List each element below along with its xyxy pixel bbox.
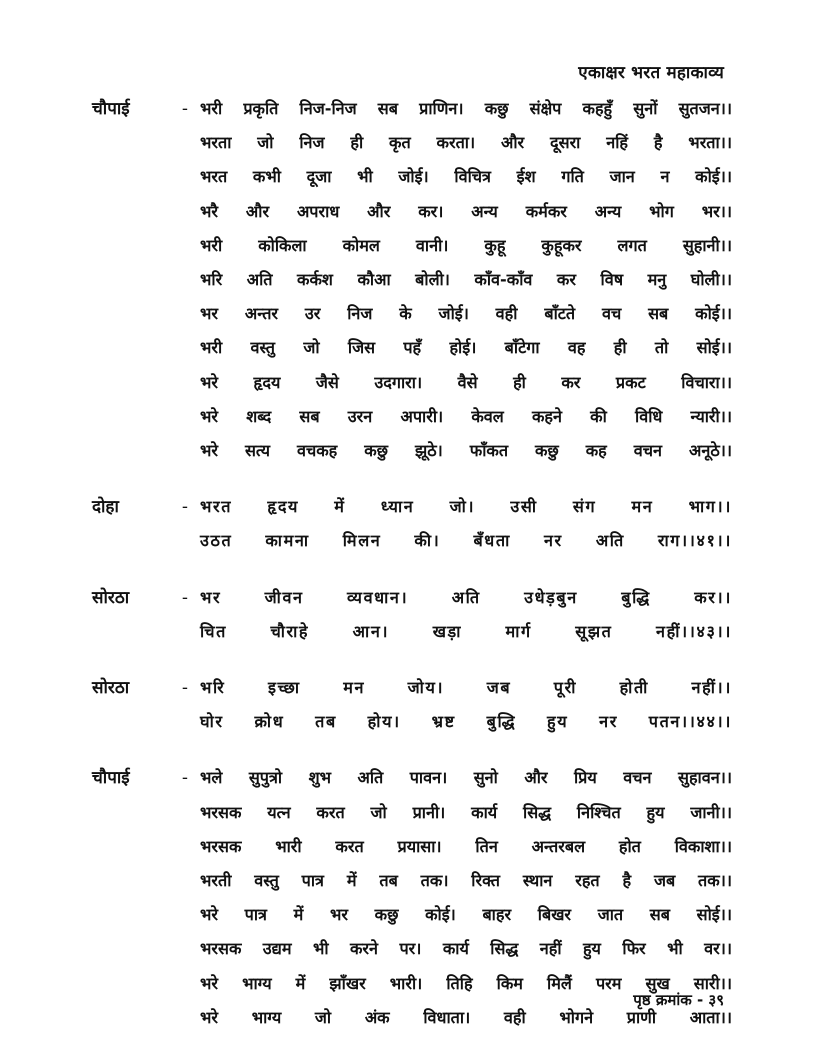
verse-line: भरती वस्तु पात्र में तब तक। रिक्त स्थान रहत है जब तक।। xyxy=(200,871,732,891)
stanza-dash: - xyxy=(181,768,189,789)
verse-line: भरि इच्छा मन जोय। जब पूरी होती नहीं।। xyxy=(200,678,732,698)
verse-line: भरे पात्र में भर कछु कोई। बाहर बिखर जात सब सोई।। xyxy=(200,905,732,925)
verse-line: भरे भाग्य में झाँखर भारी। तिहि किम मिलैं परम सुख सारी।। xyxy=(200,973,732,993)
verse-line: भरे सत्य वचकह कछु झूठे। फाँकत कछु कह वचन अनूठे।। xyxy=(200,441,732,461)
stanza-sortha-1 xyxy=(92,581,732,649)
verse-line: उठत कामना मिलन की। बँधता नर अति राग।।४१।। xyxy=(200,531,732,551)
verse-line: भरी प्रकृति निज-निज सब प्राणिन। कछु संक्षेप कहहुँ सुनों सुतजन।। xyxy=(200,99,732,118)
stanza-sortha-2 xyxy=(92,671,732,739)
verse-line: भरे भाग्य जो अंक विधाता। वही भोगने प्राणी आता।। xyxy=(200,1007,732,1027)
stanza-lines xyxy=(200,92,732,468)
verse-line: भर अन्तर उर निज के जोई। वही बाँटते वच सब कोई।। xyxy=(200,304,732,324)
verse-line: भरे हृदय जैसे उदगारा। वैसे ही कर प्रकट विचारा।। xyxy=(200,372,732,392)
stanza-label: दोहा xyxy=(92,497,119,518)
verse-line: भरत कभी दूजा भी जोई। विचित्र ईश गति जान न कोई।। xyxy=(200,167,732,187)
verse-line: भर जीवन व्यवधान। अति उधेड़बुन बुद्धि कर।। xyxy=(200,587,732,607)
verse-line: भरी कोकिला कोमल वानी। कुहू कुहूकर लगत सुहानी।। xyxy=(200,235,732,255)
book-title-header: एकाक्षर भरत महाकाव्य xyxy=(578,63,724,83)
verse-line: चित चौराहे आन। खड़ा मार्ग सूझत नहीं।।४३।। xyxy=(200,621,732,641)
verse-line: भरे शब्द सब उरन अपारी। केवल कहने की विधि न्यारी।। xyxy=(200,406,732,426)
stanza-chaupai-1 xyxy=(92,92,732,468)
stanza-label: सोरठा xyxy=(92,587,130,608)
verse-line: भरसक उद्यम भी करने पर। कार्य सिद्ध नहीं हुय फिर भी वर।। xyxy=(200,939,732,959)
verse-line: घोर क्रोध तब होय। भ्रष्ट बुद्धि हुय नर पतन।।४४।। xyxy=(200,712,732,732)
stanza-lines xyxy=(200,581,732,649)
verse-line: भरत हृदय में ध्यान जो। उसी संग मन भाग।। xyxy=(200,497,732,517)
verse-line: भरता जो निज ही कृत करता। और दूसरा नहिं है भरता।। xyxy=(200,133,732,153)
page-number: पृष्ठ क्रमांक - ३९ xyxy=(633,991,724,1009)
verse-line: भरसक भारी करत प्रयासा। तिन अन्तरबल होत विकाशा।। xyxy=(200,836,732,856)
stanza-dash: - xyxy=(181,497,189,518)
verse-content xyxy=(92,92,732,1057)
stanza-lines xyxy=(200,490,732,558)
verse-line: भरी वस्तु जो जिस पहँ होई। बाँटेगा वह ही तो सोई।। xyxy=(200,338,732,358)
verse-line: भरि अति कर्कश कौआ बोली। काँव-काँव कर विष मनु घोली।। xyxy=(200,270,732,290)
verse-line: भले सुपुत्रो शुभ अति पावन। सुनो और प्रिय वचन सुहावन।। xyxy=(200,768,732,788)
stanza-doha xyxy=(92,490,732,558)
stanza-label: सोरठा xyxy=(92,678,130,699)
stanza-dash: - xyxy=(181,587,189,608)
stanza-lines xyxy=(200,671,732,739)
stanza-dash: - xyxy=(181,99,189,119)
verse-line: भरसक यत्न करत जो प्रानी। कार्य सिद्ध निश्चित हुय जानी।। xyxy=(200,802,732,822)
stanza-dash: - xyxy=(181,678,189,699)
verse-line: भरै और अपराध और कर। अन्य कर्मकर अन्य भोग भर।। xyxy=(200,201,732,221)
stanza-label: चौपाई xyxy=(92,99,130,119)
stanza-label: चौपाई xyxy=(92,768,130,789)
